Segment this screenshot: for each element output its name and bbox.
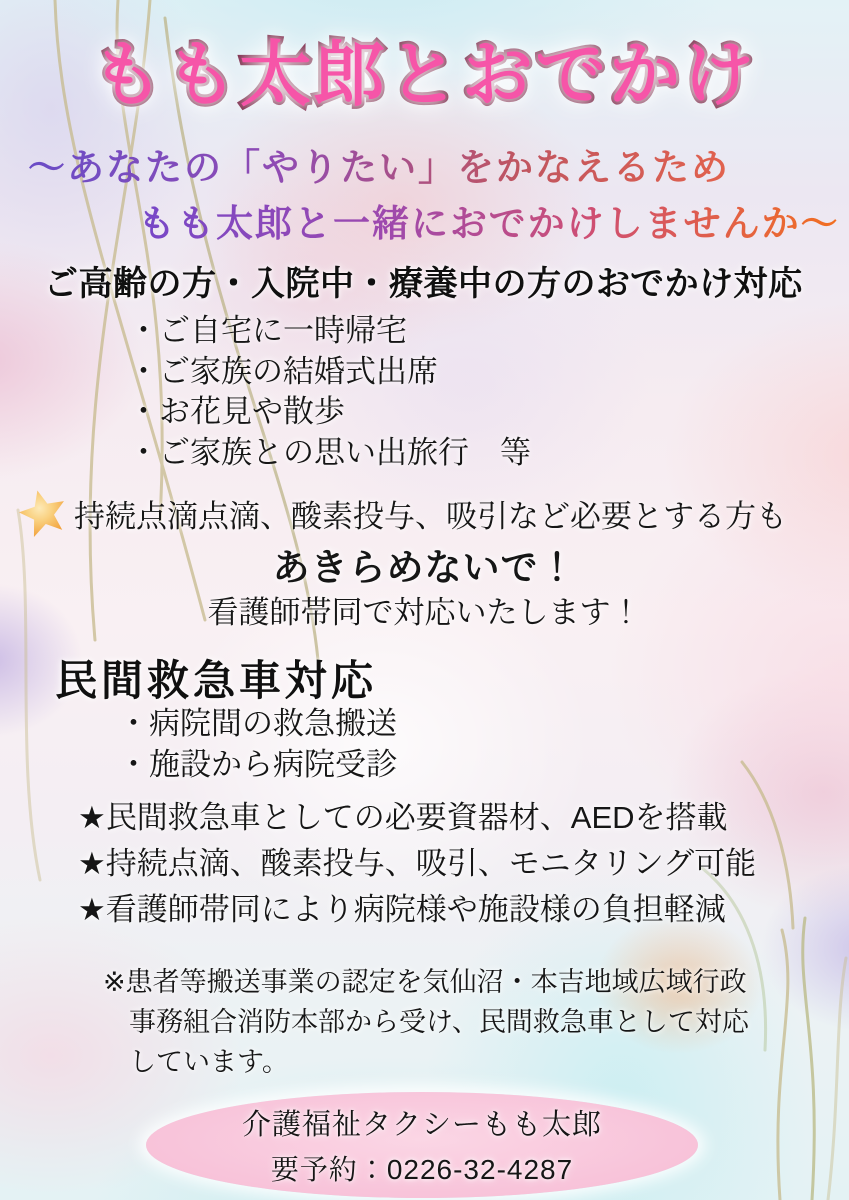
reservation-phone: 要予約：0226-32-4287 xyxy=(270,1154,574,1185)
list-item: ・施設から病院受診 xyxy=(118,747,397,782)
feature-item: ★民間救急車としての必要資器材、AEDを搭載 xyxy=(78,800,728,835)
note-line: しています。 xyxy=(129,1047,289,1077)
feature-item: ★持続点滴、酸素投与、吸引、モニタリング可能 xyxy=(78,846,757,881)
company-name: 介護福祉タクシーもも太郎 xyxy=(241,1109,602,1141)
note-line: 事務組合消防本部から受け、民間救急車として対応 xyxy=(129,1007,749,1037)
nurse-support-row xyxy=(14,486,787,540)
note-line: ※患者等搬送事業の認定を気仙沼・本吉地域広域行政 xyxy=(103,967,747,997)
list-item: ・お花見や散歩 xyxy=(128,394,345,429)
contact-oval xyxy=(146,1092,698,1198)
list-item: ・ご自宅に一時帰宅 xyxy=(128,313,407,348)
nurse-support-line: 持続点滴点滴、酸素投与、吸引など必要とする方も xyxy=(74,498,787,534)
subtitle-line-1: 〜あなたの「やりたい」をかなえるため xyxy=(28,137,730,191)
dont-give-up-text: あきらめないで！ xyxy=(272,547,577,588)
nurse-accompany-text: 看護師帯同で対応いたします！ xyxy=(207,595,642,630)
star-icon xyxy=(14,486,72,540)
ambulance-list xyxy=(118,703,397,785)
ambulance-feature-list xyxy=(78,795,756,933)
outing-section-heading: ご高齢の方・入院中・療養中の方のおでかけ対応 xyxy=(44,265,803,303)
subtitle-line-2: もも太郎と一緒におでかけしませんか〜 xyxy=(138,193,840,247)
feature-item: ★看護師帯同により病院様や施設様の負担軽減 xyxy=(78,892,726,927)
ambulance-section-heading: 民間救急車対応 xyxy=(55,657,378,704)
outing-list xyxy=(128,311,531,473)
list-item: ・ご家族の結婚式出席 xyxy=(128,353,438,389)
list-item: ・ご家族との思い出旅行 等 xyxy=(128,434,531,470)
certification-note xyxy=(103,962,749,1082)
page-title: もも太郎とおでかけ xyxy=(91,36,758,115)
list-item: ・病院間の救急搬送 xyxy=(118,706,397,741)
